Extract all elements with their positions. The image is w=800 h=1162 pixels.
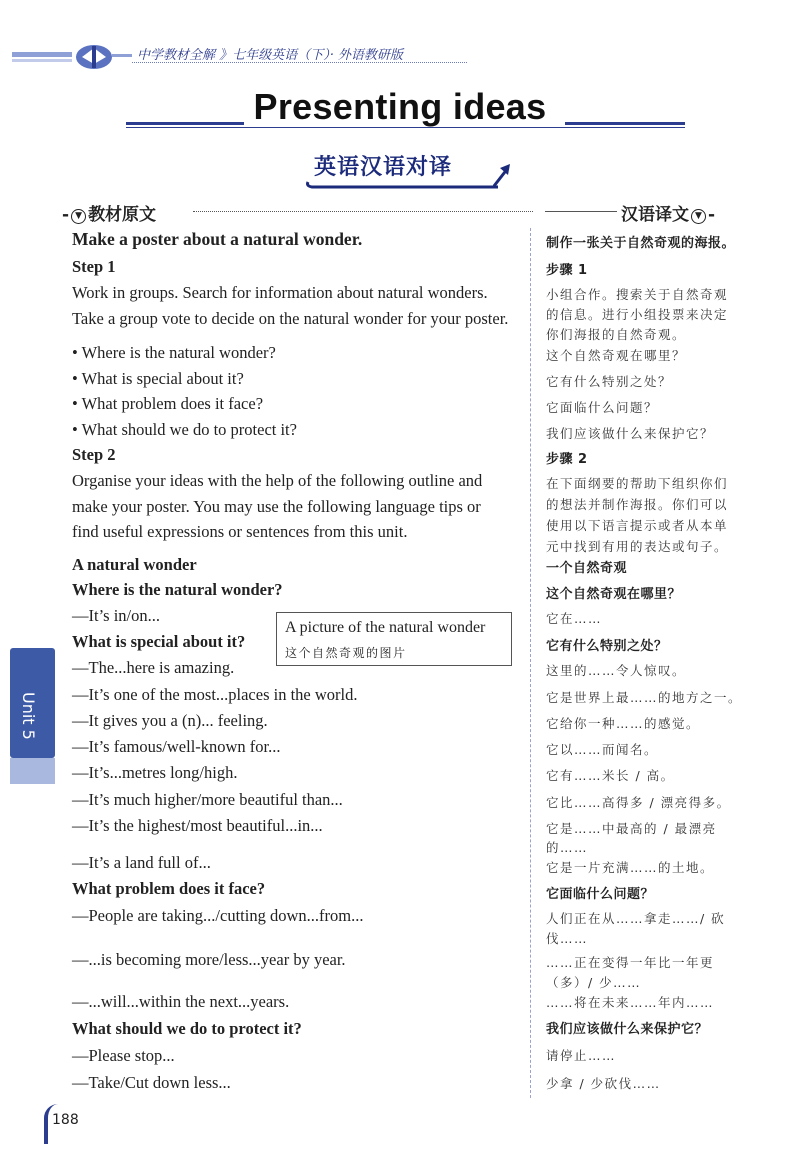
title-rule-thin [126,127,685,128]
english-answer: —It’s...metres long/high. [72,763,238,782]
page-title: Presenting ideas [253,86,547,127]
chinese-line: 元中找到有用的表达或句子。 [546,539,729,554]
section-banner: 英语汉语对译 [314,155,453,180]
english-question: Where is the natural wonder? [72,580,283,599]
chinese-answer: 它是……中最高的 / 最漂亮 [546,821,717,836]
chinese-answer: 的…… [546,840,589,855]
chinese-question: 我们应该做什么来保护它？ [546,1022,709,1037]
english-answer: —Take/Cut down less... [72,1073,231,1092]
english-step1-text: Work in groups. Search for information about natural wonders. [72,283,488,302]
heading-dotted-line [193,211,533,212]
english-answer: —It’s in/on... [72,606,161,625]
chinese-line: 使用以下语言提示或者从本单 [546,518,729,533]
chinese-question: 这个自然奇观在哪里？ [546,587,682,602]
translation-heading: 汉语译文 ▼ - [621,205,716,225]
english-bullet: • What problem does it face? [72,394,264,413]
english-answer: —It’s a land full of... [72,853,211,872]
header-divider [132,62,467,63]
chinese-answer: 它给你一种……的感觉。 [546,716,701,731]
english-answer: —The...here is amazing. [72,658,235,677]
original-text-heading: - ▼ 教材原文 [62,205,157,225]
arrow-down-circle-icon: ▼ [691,209,706,224]
arrow-down-circle-icon: ▼ [71,209,86,224]
english-step2: Step 2 [72,445,116,464]
chinese-line: 你们海报的自然奇观。 [546,327,687,342]
english-answer: —It gives you a (n)... feeling. [72,711,268,730]
chinese-line: 的想法并制作海报。你们可以 [546,497,729,512]
chinese-step2: 步骤 2 [546,452,588,467]
english-answer: —It’s the highest/most beautiful...in... [72,816,323,835]
unit-label: Unit 5 [19,692,38,740]
chinese-answer: 它是一片充满……的土地。 [546,860,715,875]
english-answer: —People are taking.../cutting down...from... [72,906,364,925]
chinese-answer: 它以……而闻名。 [546,742,659,757]
english-answer: —Please stop... [72,1046,175,1065]
chinese-line: 小组合作。搜索关于自然奇观 [546,287,729,302]
chinese-line: 我们应该做什么来保护它？ [546,426,715,441]
chinese-outline-title: 一个自然奇观 [546,561,628,576]
header-title: 中学教材全解 》七年级英语（下）· 外语教研版 [137,48,403,63]
title-rule-right [565,122,685,125]
english-question: What should we do to protect it? [72,1019,302,1038]
english-outline-title: A natural wonder [72,555,197,574]
english-step1-text: Take a group vote to decide on the natural wonder for your poster. [72,309,509,328]
picture-placeholder-box [276,612,512,666]
english-answer: —...will...within the next...years. [72,992,290,1011]
heading-solid-line [545,211,617,212]
chinese-answer: ……正在变得一年比一年更 [546,955,715,970]
chinese-answer: 它是世界上最……的地方之一。 [546,690,743,705]
chinese-line: 的信息。进行小组投票来决定 [546,307,729,322]
english-bullet: • What is special about it? [72,369,244,388]
english-step2-text: make your poster. You may use the following language tips or [72,497,481,516]
chinese-answer: 伐…… [546,931,589,946]
english-step1: Step 1 [72,257,116,276]
chinese-line: 它有什么特别之处？ [546,374,673,389]
chinese-question: 它有什么特别之处？ [546,639,668,654]
chinese-answer: 它比……高得多 / 漂亮得多。 [546,795,731,810]
english-answer: —It’s much higher/more beautiful than... [72,790,343,809]
chinese-answer: 它在…… [546,611,603,626]
english-heading: Make a poster about a natural wonder. [72,229,363,249]
page-number: 188 [52,1112,79,1128]
chinese-answer: 少拿 / 少砍伐…… [546,1076,661,1091]
english-answer: —It’s famous/well-known for... [72,737,281,756]
column-divider [530,228,531,1098]
chinese-line: 它面临什么问题？ [546,400,659,415]
chinese-question: 它面临什么问题？ [546,887,655,902]
chinese-line: 在下面纲要的帮助下组织你们 [546,476,729,491]
english-step2-text: find useful expressions or sentences from this unit. [72,522,408,541]
picture-caption-en: A picture of the natural wonder [285,619,486,636]
english-question: What problem does it face? [72,879,266,898]
chinese-answer: 这里的……令人惊叹。 [546,663,687,678]
chinese-step1: 步骤 1 [546,263,588,278]
picture-caption-zh: 这个自然奇观的图片 [285,646,407,660]
chinese-line: 这个自然奇观在哪里？ [546,348,687,363]
english-bullet: • What should we do to protect it? [72,420,297,439]
chinese-answer: ……将在未来……年内…… [546,995,715,1010]
english-answer: —...is becoming more/less...year by year. [72,950,346,969]
title-rule-left [126,122,244,125]
chinese-heading: 制作一张关于自然奇观的海报。 [546,236,736,251]
chinese-answer: 人们正在从……拿走……/ 砍 [546,911,726,926]
unit-side-tab-fade [10,758,55,784]
chinese-answer: 它有……米长 / 高。 [546,768,675,783]
chinese-answer: 请停止…… [546,1048,617,1063]
english-step2-text: Organise your ideas with the help of the following outline and [72,471,483,490]
english-bullet: • Where is the natural wonder? [72,343,276,362]
chinese-answer: （多）/ 少…… [546,975,642,990]
book-logo-icon [12,40,132,70]
english-question: What is special about it? [72,632,246,651]
english-answer: —It’s one of the most...places in the world. [72,685,358,704]
